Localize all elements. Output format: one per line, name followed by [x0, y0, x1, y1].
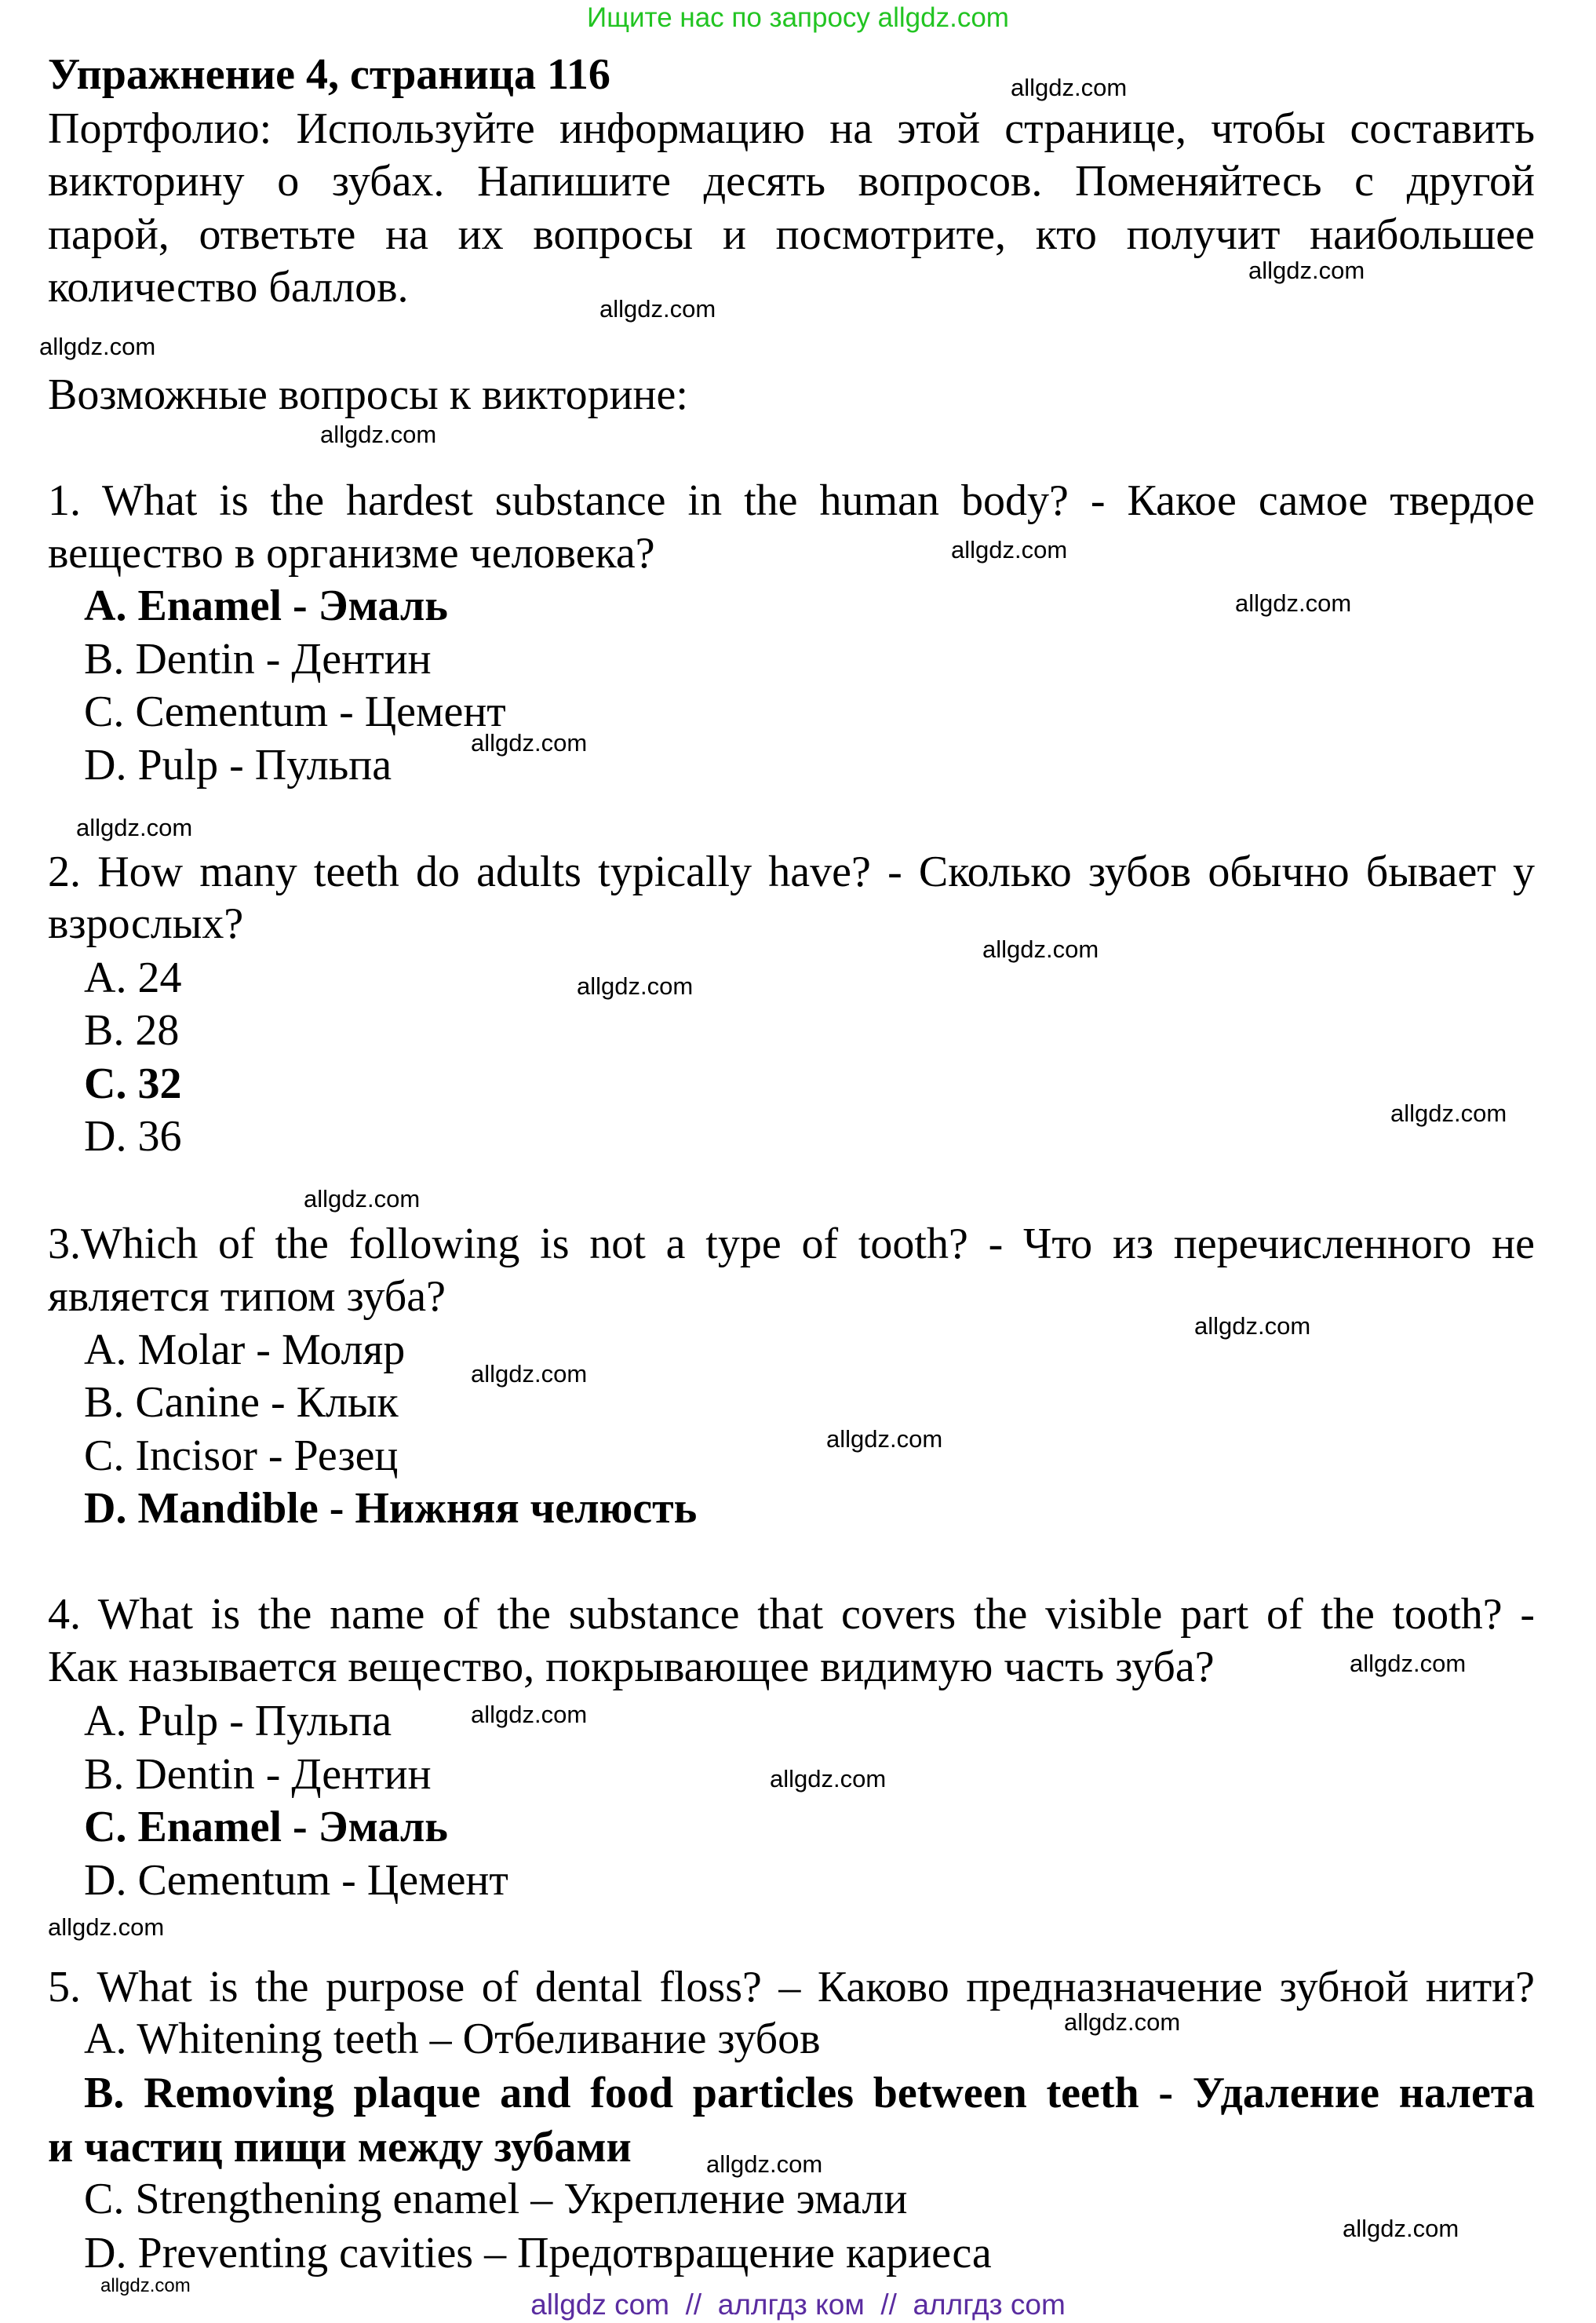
- question-2-text: взрослых?: [48, 899, 244, 948]
- watermark-text: allgdz.com: [100, 2275, 191, 2296]
- question-5-text: 5. What is the purpose of dental floss? – Каково предназначение зубной нити?: [48, 1963, 1535, 2011]
- watermark-text: allgdz.com: [471, 729, 588, 757]
- correct-answer-option: и частиц пищи между зубами: [48, 2123, 632, 2172]
- answer-option: C. Strengthening enamel – Укрепление эмали: [84, 2175, 908, 2223]
- watermark-text: allgdz.com: [320, 421, 437, 448]
- watermark-text: allgdz.com: [1248, 257, 1365, 284]
- answer-option: D. Preventing cavities – Предотвращение кариеса: [84, 2229, 992, 2277]
- answer-option: B. 28: [84, 1006, 180, 1055]
- watermark-text: allgdz.com: [1064, 2008, 1181, 2036]
- watermark-text: allgdz.com: [471, 1701, 588, 1728]
- watermark-text: allgdz.com: [1343, 2215, 1459, 2242]
- watermark-text: allgdz.com: [76, 814, 193, 841]
- watermark-text: allgdz.com: [39, 333, 156, 360]
- answer-option: A. Whitening teeth – Отбеливание зубов: [84, 2015, 821, 2063]
- instruction-line: парой, ответьте на их вопросы и посмотрите, кто получит наибольшее: [48, 210, 1535, 259]
- question-1-text: 1. What is the hardest substance in the human body? - Какое самое твердое: [48, 476, 1535, 525]
- watermark-text: allgdz.com: [577, 972, 694, 1000]
- question-4-text: Как называется вещество, покрывающее видимую часть зуба?: [48, 1643, 1215, 1691]
- watermark-text: allgdz.com: [706, 2150, 823, 2178]
- question-3-text: 3.Which of the following is not a type of tooth? - Что из перечисленного не: [48, 1220, 1535, 1268]
- answer-option: C. Cementum - Цемент: [84, 687, 506, 736]
- correct-answer-option: A. Enamel - Эмаль: [84, 582, 448, 630]
- watermark-text: allgdz.com: [1390, 1100, 1507, 1127]
- watermark-text: allgdz.com: [1350, 1650, 1467, 1677]
- instruction-line: Портфолио: Используйте информацию на этой странице, чтобы составить: [48, 104, 1535, 153]
- answer-option: D. 36: [84, 1112, 182, 1161]
- question-2-text: 2. How many teeth do adults typically have? - Сколько зубов обычно бывает у: [48, 848, 1535, 896]
- watermark-text: allgdz.com: [471, 1360, 588, 1388]
- answer-option: A. Molar - Моляр: [84, 1326, 406, 1374]
- answer-option: C. Incisor - Резец: [84, 1431, 399, 1480]
- page-title: Упражнение 4, страница 116: [48, 50, 610, 99]
- instruction-line: количество баллов.: [48, 263, 409, 312]
- correct-answer-option: B. Removing plaque and food particles between teeth - Удаление налета: [84, 2069, 1535, 2117]
- watermark-text: allgdz.com: [770, 1765, 887, 1792]
- answer-option: A. Pulp - Пульпа: [84, 1697, 392, 1745]
- watermark-text: allgdz.com: [1235, 589, 1352, 617]
- answer-option: B. Canine - Клык: [84, 1378, 399, 1427]
- correct-answer-option: D. Mandible - Нижняя челюсть: [84, 1484, 698, 1533]
- instruction-line: викторину о зубах. Напишите десять вопросов. Поменяйтесь с другой: [48, 157, 1535, 206]
- correct-answer-option: C. Enamel - Эмаль: [84, 1803, 448, 1851]
- question-4-text: 4. What is the name of the substance that covers the visible part of the tooth? -: [48, 1590, 1535, 1639]
- question-3-text: является типом зуба?: [48, 1272, 446, 1321]
- footer-links: allgdz com // аллгдз ком // аллгдз com: [530, 2288, 1066, 2321]
- answer-option: D. Pulp - Пульпа: [84, 741, 392, 790]
- answer-option: A. 24: [84, 954, 182, 1002]
- watermark-text: allgdz.com: [304, 1185, 421, 1213]
- watermark-text: allgdz.com: [826, 1425, 943, 1453]
- answer-option: B. Dentin - Дентин: [84, 1750, 432, 1799]
- watermark-text: allgdz.com: [951, 536, 1068, 563]
- header-banner: Ищите нас по запросу allgdz.com: [587, 2, 1009, 33]
- subheading: Возможные вопросы к викторине:: [48, 370, 688, 419]
- watermark-text: allgdz.com: [599, 295, 716, 323]
- answer-option: D. Cementum - Цемент: [84, 1856, 508, 1905]
- watermark-text: allgdz.com: [1194, 1312, 1311, 1340]
- question-1-text: вещество в организме человека?: [48, 529, 655, 578]
- watermark-text: allgdz.com: [1011, 74, 1128, 101]
- answer-option: B. Dentin - Дентин: [84, 635, 432, 684]
- correct-answer-option: C. 32: [84, 1059, 182, 1108]
- watermark-text: allgdz.com: [48, 1913, 165, 1941]
- watermark-text: allgdz.com: [982, 935, 1099, 963]
